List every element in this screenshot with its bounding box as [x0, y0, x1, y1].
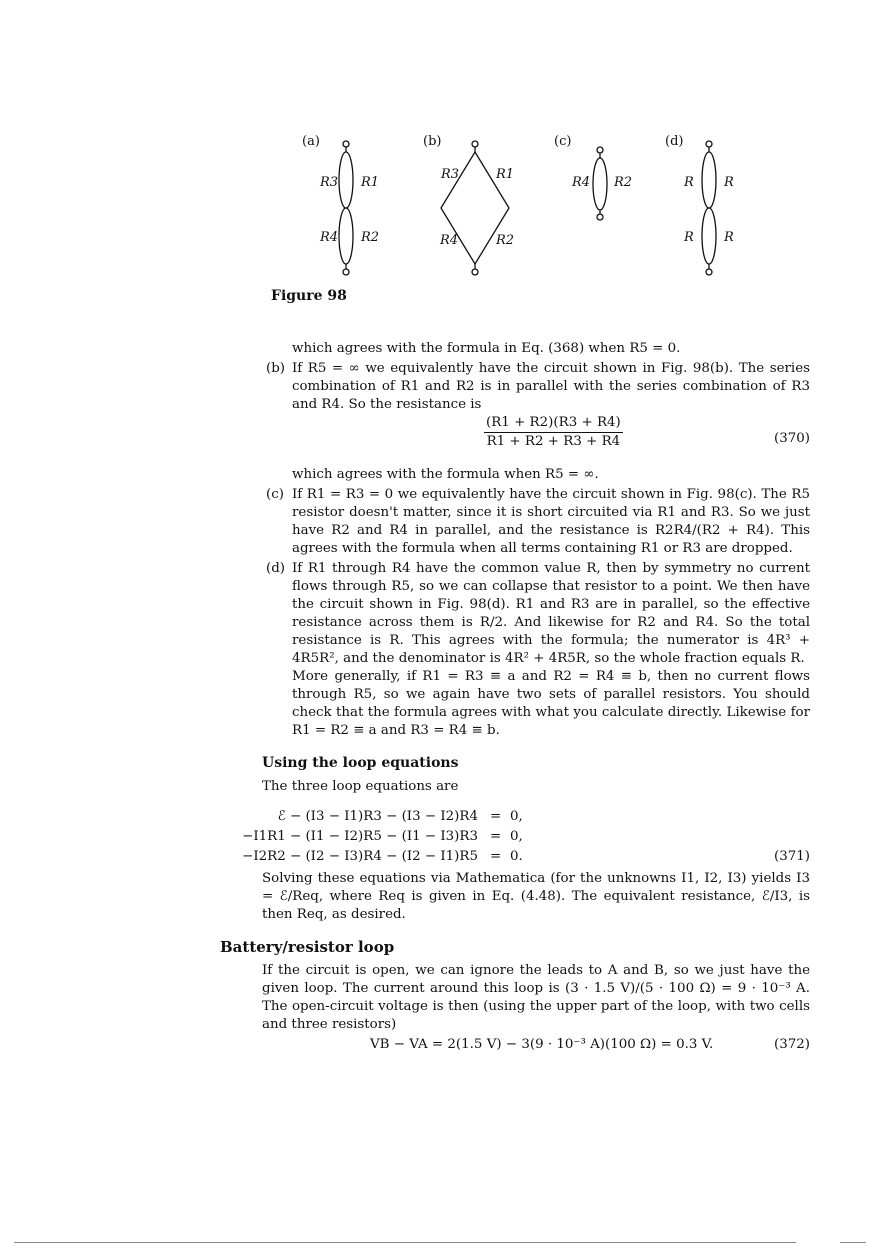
fraction-denominator: R1 + R2 + R3 + R4	[486, 434, 621, 449]
resistor-label: R2	[361, 230, 380, 245]
circuit-d	[702, 141, 716, 275]
resistor-label: R4	[440, 233, 459, 248]
resistor-label: R	[684, 230, 694, 245]
paragraph: which agrees with the formula when R5 = ∞.	[292, 467, 599, 482]
resistor-label: R2	[614, 175, 633, 190]
paragraph: More generally, if R1 = R3 ≡ a and R2 = R4 ≡ b, then no current flows through R5, so we again have two sets of parallel resistors. You should check that the formula agrees with what you calculate directly. Likewise for R1 = R2 ≡ a and R3 = R4 ≡ b.	[292, 669, 810, 738]
equation-row	[262, 808, 810, 828]
equation-rhs: 0,	[510, 809, 523, 824]
equation-370	[262, 414, 810, 466]
equation-lhs: ℰ − (I3 − I1)R3 − (I3 − I2)R4	[277, 809, 478, 824]
resistor-label: R4	[572, 175, 591, 190]
equation-number: (371)	[773, 849, 810, 864]
equation-372	[262, 1036, 810, 1058]
item-text: If R1 = R3 = 0 we equivalently have the circuit shown in Fig. 98(c). The R5 resistor doesn't matter, since it is short circuited via R1 and R3. So we just have R2 and R4 in parallel, and the resistance is R2R4/(R2 + R4). This agrees with the formula when all terms containing R1 or R3 are dropped.	[292, 487, 810, 556]
panel-b-label: (b)	[423, 134, 442, 149]
footer-rule	[14, 1242, 796, 1243]
panel-d-label: (d)	[665, 134, 684, 149]
panel-c-label: (c)	[554, 134, 572, 149]
paragraph: The three loop equations are	[262, 779, 459, 794]
equals-sign: =	[490, 809, 502, 824]
equation-lhs: −I2R2 − (I2 − I3)R4 − (I2 − I1)R5	[242, 849, 478, 864]
resistor-label: R2	[496, 233, 515, 248]
item-label: (b)	[266, 361, 286, 376]
list-item-b	[262, 360, 810, 414]
equals-sign: =	[490, 829, 502, 844]
section-heading: Battery/resistor loop	[220, 938, 395, 956]
item-label: (c)	[266, 487, 284, 502]
resistor-label: R	[684, 175, 694, 190]
list-item-d	[262, 560, 810, 668]
equation-body: VB − VA = 2(1.5 V) − 3(9 · 10⁻³ A)(100 Ω) = 0.3 V.	[370, 1037, 714, 1052]
paragraph: which agrees with the formula in Eq. (368) when R5 = 0.	[292, 341, 681, 356]
equation-number: (372)	[773, 1037, 810, 1052]
footer-mark	[840, 1242, 866, 1243]
circuit-b	[441, 141, 509, 275]
resistor-label: R4	[320, 230, 339, 245]
paragraph: Solving these equations via Mathematica (for the unknowns I1, I2, I3) yields I3 = ℰ/Req, where Req is given in Eq. (4.48). The equivalent resistance, ℰ/I3, is then Req, as desired.	[262, 871, 810, 922]
item-label: (d)	[266, 561, 286, 576]
resistor-label: R3	[441, 167, 460, 182]
circuit-a	[339, 141, 353, 275]
panel-a-label: (a)	[302, 134, 320, 149]
paragraph: If the circuit is open, we can ignore the leads to A and B, so we just have the given loop. The current around this loop is (3 · 1.5 V)/(5 · 100 Ω) = 9 · 10⁻³ A. The open-circuit voltage is then (using the upper part of the loop, with two cells and three resistors)	[262, 963, 810, 1032]
list-item-c	[262, 486, 810, 558]
fraction-numerator: (R1 + R2)(R3 + R4)	[484, 414, 623, 433]
equation-row	[242, 828, 810, 848]
circuit-c	[593, 147, 607, 220]
equation-number: (370)	[773, 431, 810, 446]
fraction	[484, 414, 623, 451]
resistor-label: R	[724, 175, 734, 190]
figure-caption: Figure 98	[271, 288, 347, 304]
resistor-label: R3	[320, 175, 339, 190]
circuit-figure	[280, 128, 760, 278]
equation-371	[242, 804, 810, 864]
resistor-label: R	[724, 230, 734, 245]
item-text: If R1 through R4 have the common value R, then by symmetry no current flows through R5, so we can collapse that resistor to a point. We then have the circuit shown in Fig. 98(d). R1 and R3 are in parallel, so the effective resistance across them is R/2. And likewise for R2 and R4. So the total resistance is R. This agrees with the formula; the numerator is 4R³ + 4R5R², and the denominator is 4R² + 4R5R, so the whole fraction equals R.	[292, 561, 810, 666]
equation-row	[242, 848, 810, 868]
body-text	[220, 340, 810, 1058]
equation-lhs: −I1R1 − (I1 − I2)R5 − (I1 − I3)R3	[242, 829, 478, 844]
equation-rhs: 0,	[510, 829, 523, 844]
subsection-heading: Using the loop equations	[262, 755, 459, 771]
equation-rhs: 0.	[510, 849, 523, 864]
resistor-label: R1	[496, 167, 515, 182]
resistor-label: R1	[361, 175, 380, 190]
item-text: If R5 = ∞ we equivalently have the circuit shown in Fig. 98(b). The series combination of R1 and R2 is in parallel with the series combination of R3 and R4. So the resistance is	[292, 361, 810, 412]
equals-sign: =	[490, 849, 502, 864]
